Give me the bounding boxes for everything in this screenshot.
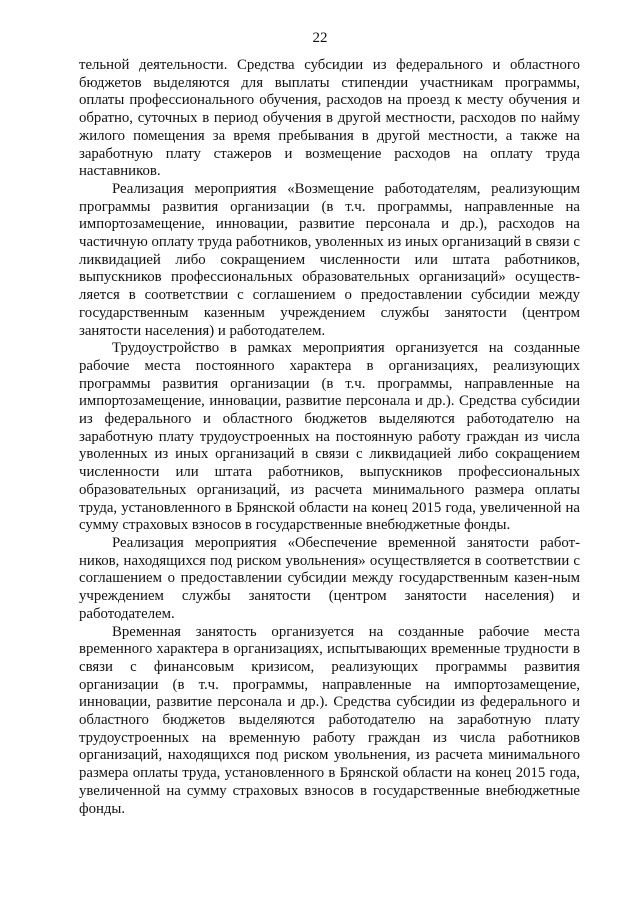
paragraph-temporary-employment-measure: Реализация мероприятия «Обеспечение временной занятости работ-ников, находящихся под риском увольнения» осуществляется в соответствии с соглашением о предоставлении субсидии между государственным казен-ным учреждением службы занятости (центром занятости населения) и работодателем. [79,534,580,622]
document-body [79,57,580,818]
page-number: 22 [312,30,328,46]
paragraph-employer-reimbursement: Реализация мероприятия «Возмещение работодателям, реализующим программы развития организации (в т.ч. программы, направленные на импортозамещение, инновации, развитие персонала и др.), расходов на частичную оплату труда работников, уволенных из иных организаций в связи с ликвидацией либо сокращением численности или штата работников, выпускников профессиональных образовательных организаций» осуществ-ляется в соответствии с соглашением о предоставлении субсидии между государственным казенным учреждением службы занятости (центром занятости населения) и работодателем. [79,180,580,339]
paragraph-stipend-continuation: тельной деятельности. Средства субсидии из федерального и областного бюджетов выделяются для выплаты стипендии участникам программы, оплаты профессионального обучения, расходов на проезд к месту обучения и обратно, суточных в период обучения в другой местности, расходов по найму жилого помещения за время пребывания в другой местности, а также на заработную плату стажеров и возмещение расходов на оплату труда наставников. [79,57,580,180]
paragraph-temporary-employment-organization: Временная занятость организуется на созданные рабочие места временного характера в организациях, испытывающих временные трудности в связи с финансовым кризисом, реализующих программы развития организации (в т.ч. программы, направленные на импортозамещение, инновации, развитие персонала и др.). Средства субсидии из федерального и областного бюджетов выделяются работодателю на заработную плату трудоустроенных на временную работу граждан из числа работников организаций, находящихся под риском увольнения, из расчета минимального размера оплаты труда, установленного в Брянской области на конец 2015 года, увеличенной на сумму страховых взносов в государственные внебюджетные фонды. [79,623,580,817]
paragraph-permanent-employment: Трудоустройство в рамках мероприятия организуется на созданные рабочие места постоянного характера в организациях, реализующих программы развития организации (в т.ч. программы, направленные на импортозамещение, инновации, развитие персонала и др.). Средства субсидии из федерального и областного бюджетов выделяются работодателю на заработную плату трудоустроенных на постоянную работу граждан из числа уволенных из иных организаций в связи с ликвидацией либо сокращением численности или штата работников, выпускников профессиональных образовательных организаций, из расчета минимального размера оплаты труда, установленного в Брянской области на конец 2015 года, увеличенной на сумму страховых взносов в государственные внебюджетные фонды. [79,340,580,534]
